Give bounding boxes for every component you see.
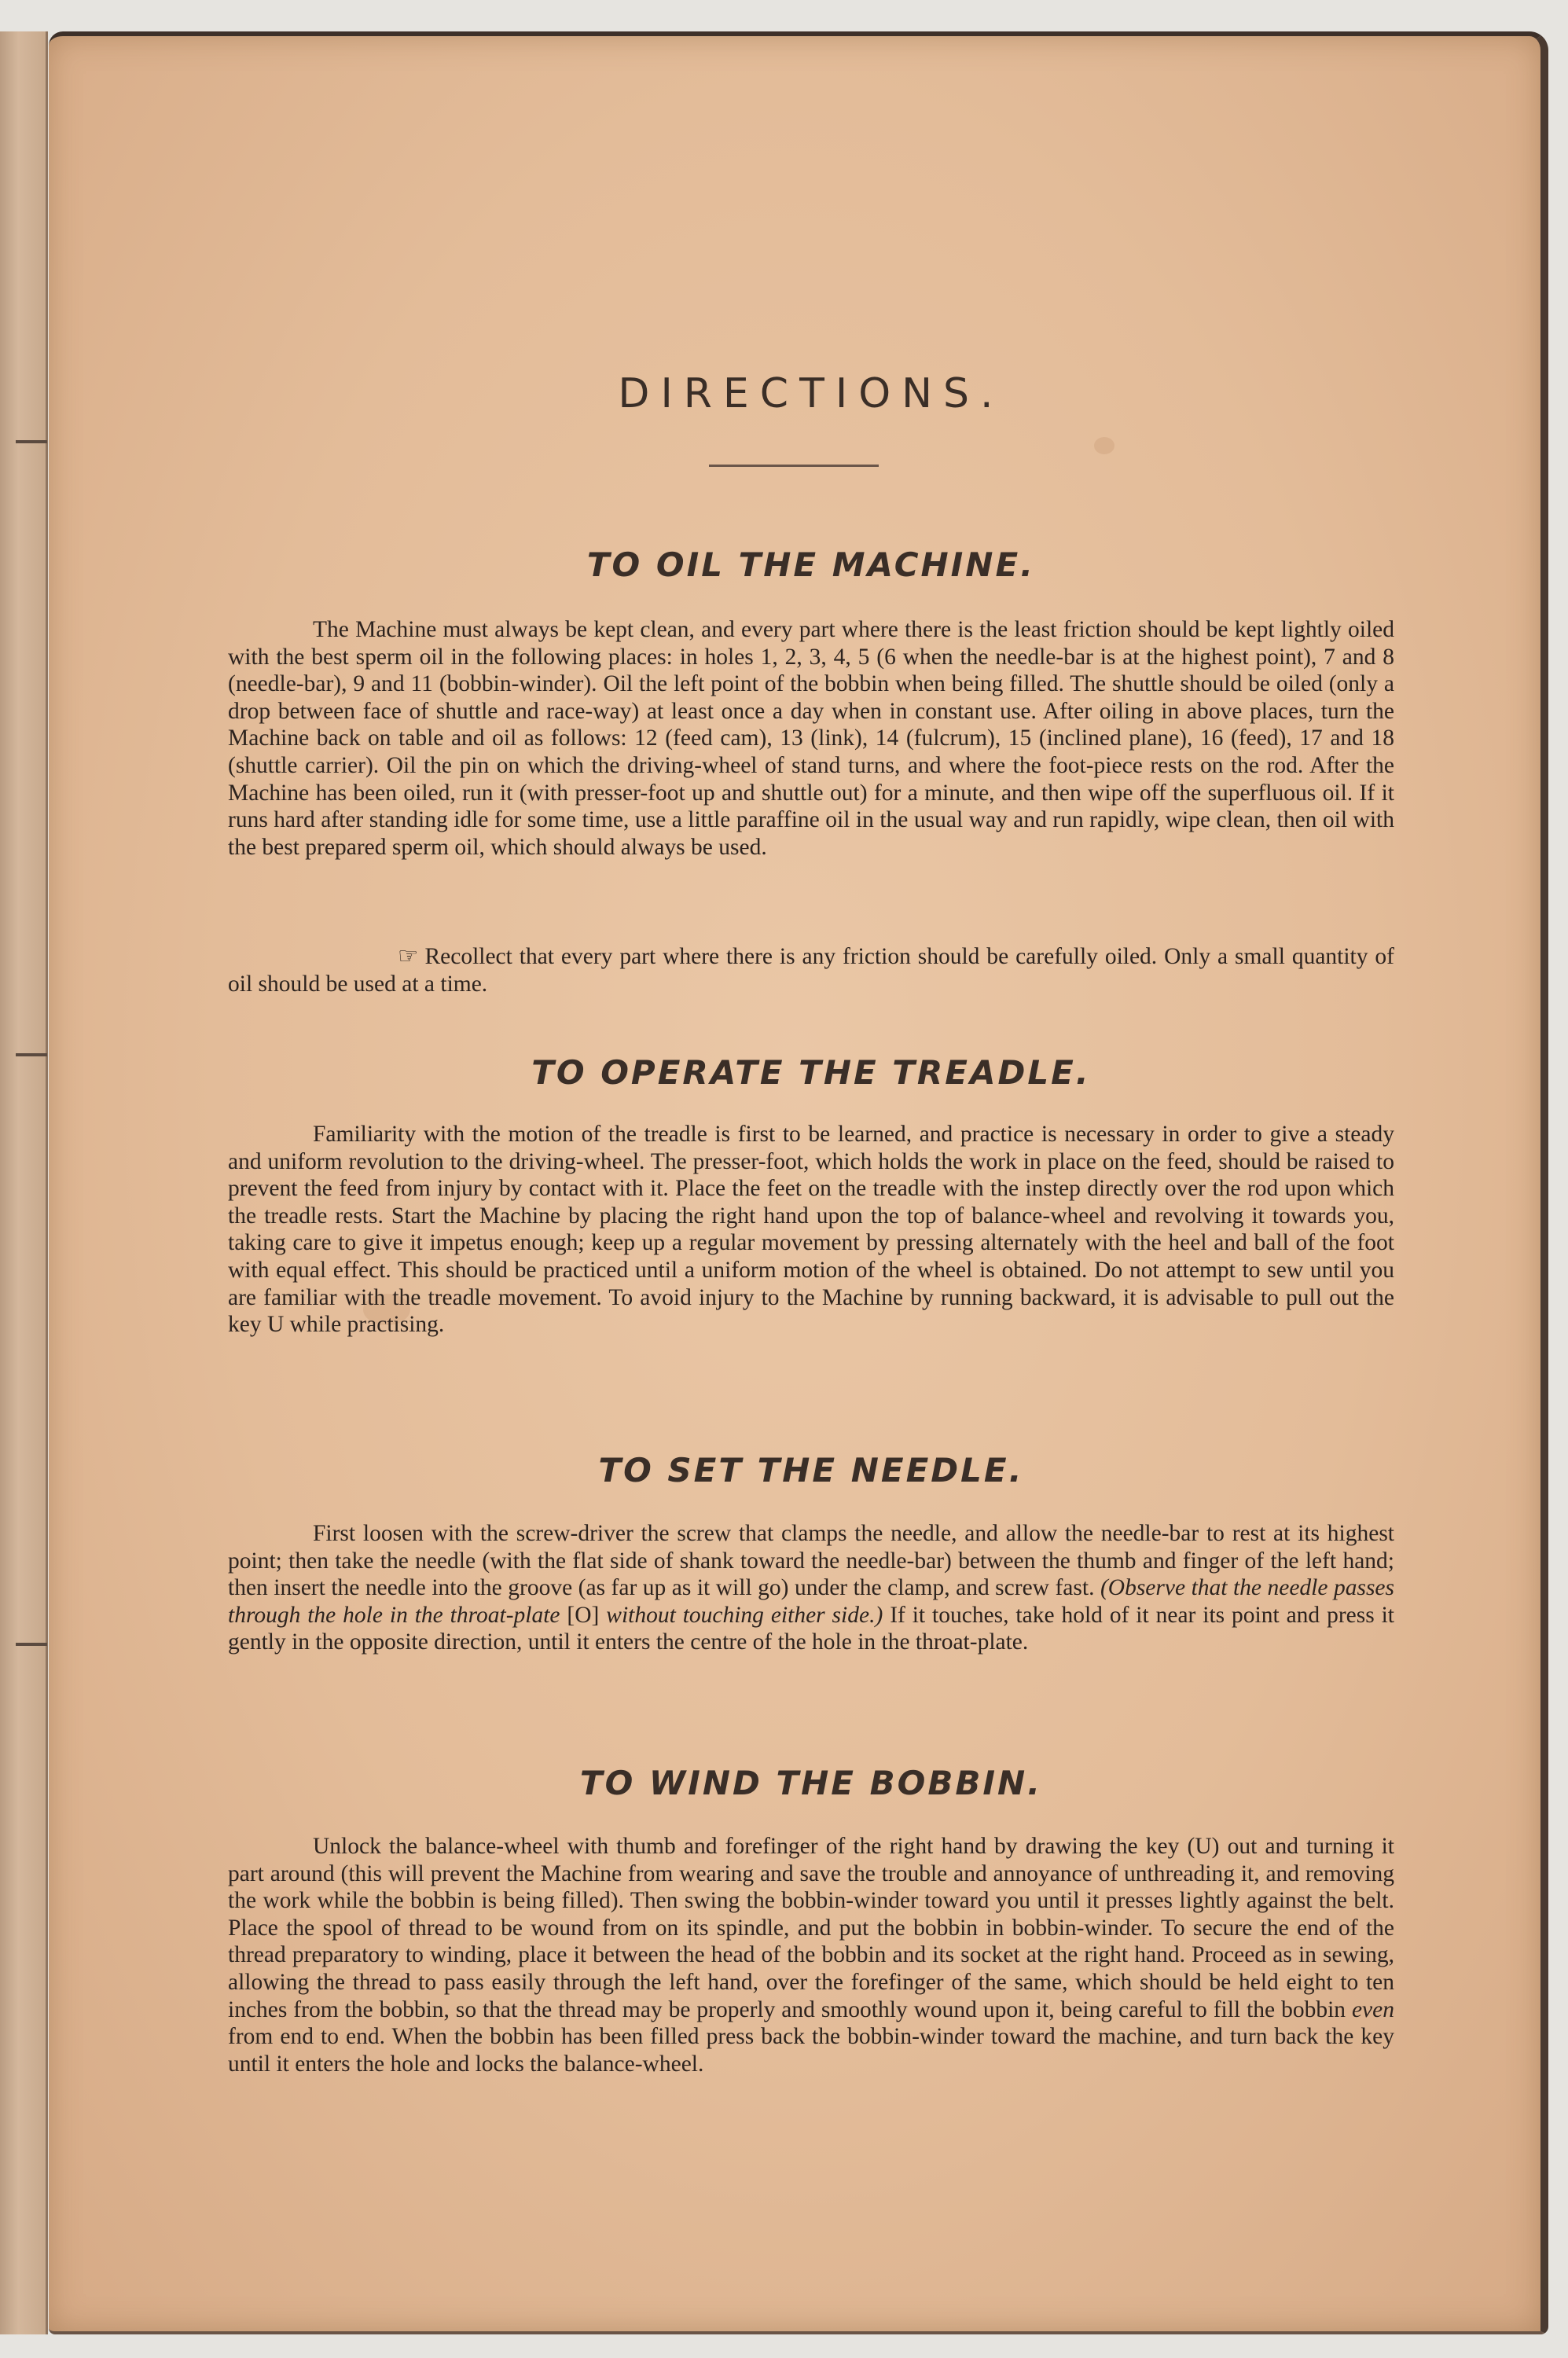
bobbin-text-italic: even — [1351, 1996, 1394, 2022]
paragraph-oil-machine: The Machine must always be kept clean, and every part where there is the least friction should be kept lightly oiled with the best sperm oil in the following places: in holes 1, 2, 3, 4, 5 (6 when the needle-bar is at the highest point), 7 and 8 (needle-bar), 9 and 11 (bobbin-winder). Oil the left point of the bobbin when being filled. The shuttle should be oiled (only a drop between face of shuttle and race-way) at least once a day when in constant use. After oiling in above places, turn the Machine back on table and oil as follows: 12 (feed cam), 13 (link), 14 (fulcrum), 15 (inclined plane), 16 (feed), 17 and 18 (shuttle carrier). Oil the pin on which the driving-wheel of stand turns, and where the foot-piece rests on the rod. After the Machine has been oiled, run it (with presser-foot up and shuttle out) for a minute, and then wipe off the superfluous oil. If it runs hard after standing idle for some time, use a little paraffine oil in the usual way and run rapidly, wipe clean, then oil with the best prepared sperm oil, which should always be used. — [228, 617, 1394, 860]
bobbin-text-end: from end to end. When the bobbin has been filled press back the bobbin-winder toward the machine, and turn back the key until it enters the hole and locks the balance-wheel. — [228, 2024, 1394, 2077]
needle-text-end: If it touches, take hold of it near its point and press it gently in the opposite direction, until it enters the centre of the hole in the throat-plate. — [228, 1602, 1395, 1655]
needle-note-italic-2: without touching either side.) — [606, 1602, 883, 1628]
needle-text-start: First loosen with the screw-driver the screw that clamps the needle, and allow the needle-bar to rest at its highest point; then take the needle (with the flat side of shank toward the needle-bar) between the thumb and finger of the left hand; then insert the needle into the groove (as far up as it will go) under the clamp, and screw fast. — [228, 1521, 1394, 1601]
binding-stitch — [16, 440, 47, 443]
binding-stitch — [16, 1053, 47, 1056]
page-title: DIRECTIONS. — [618, 370, 1004, 417]
stain — [1094, 437, 1114, 454]
note-text: Recollect that every part where there is any friction should be carefully oiled. Only a small quantity of oil should be used at a time. — [228, 944, 1394, 997]
paragraph-operate-treadle: Familiarity with the motion of the treadle is first to be learned, and practice is necessary in order to give a steady and uniform revolution to the driving-wheel. The presser-foot, which holds the work in place on the feed, should be raised to prevent the feed from injury by contact with it. Place the feet on the treadle with the instep directly over the rod upon which the treadle rests. Start the Machine by placing the right hand upon the top of balance-wheel and revolving it towards you, taking care to give it impetus enough; keep up a regular movement by pressing alternately with the heel and ball of the foot with equal effect. This should be practiced until a uniform motion of the wheel is obtained. Do not attempt to sew until you are familiar with the treadle movement. To avoid injury to the Machine by running backward, it is advisable to pull out the key U while practising. — [228, 1122, 1394, 1338]
left-page-edge — [0, 31, 48, 2334]
paragraph-wind-bobbin — [228, 1833, 1394, 2077]
needle-note-label: [O] — [567, 1602, 600, 1628]
needle-note-italic-1: (Observe that the needle passes through the hole in the throat-plate — [228, 1575, 1394, 1628]
title-divider — [709, 465, 879, 467]
bobbin-text-start: Unlock the balance-wheel with thumb and forefinger of the right hand by drawing the key (U) out and turning it part around (this will prevent the Machine from wearing and save the trouble and annoyance of unthreading it, and removing the work while the bobbin is being filled). Then swing the bobbin-winder toward you until it presses lightly against the belt. Place the spool of thread to be wound from on its spindle, and put the bobbin in bobbin-winder. To secure the end of the thread preparatory to winding, place it between the head of the bobbin and its socket at the right hand. Proceed as in sewing, allowing the thread to pass easily through the left hand, over the forefinger of the same, which should be held eight to ten inches from the bobbin, so that the thread may be properly and smoothly wound upon it, being careful to fill the bobbin — [228, 1834, 1394, 2022]
heading-operate-treadle: TO OPERATE THE TREADLE. — [531, 1053, 1091, 1092]
heading-oil-machine: TO OIL THE MACHINE. — [586, 545, 1036, 584]
note-oil-machine — [228, 943, 1394, 997]
pointing-hand-icon: ☞ — [398, 944, 419, 969]
document-page — [49, 31, 1548, 2334]
paragraph-set-needle — [228, 1520, 1394, 1656]
binding-stitch — [16, 1643, 47, 1646]
heading-wind-bobbin: TO WIND THE BOBBIN. — [579, 1764, 1043, 1802]
heading-set-needle: TO SET THE NEEDLE. — [598, 1451, 1024, 1489]
